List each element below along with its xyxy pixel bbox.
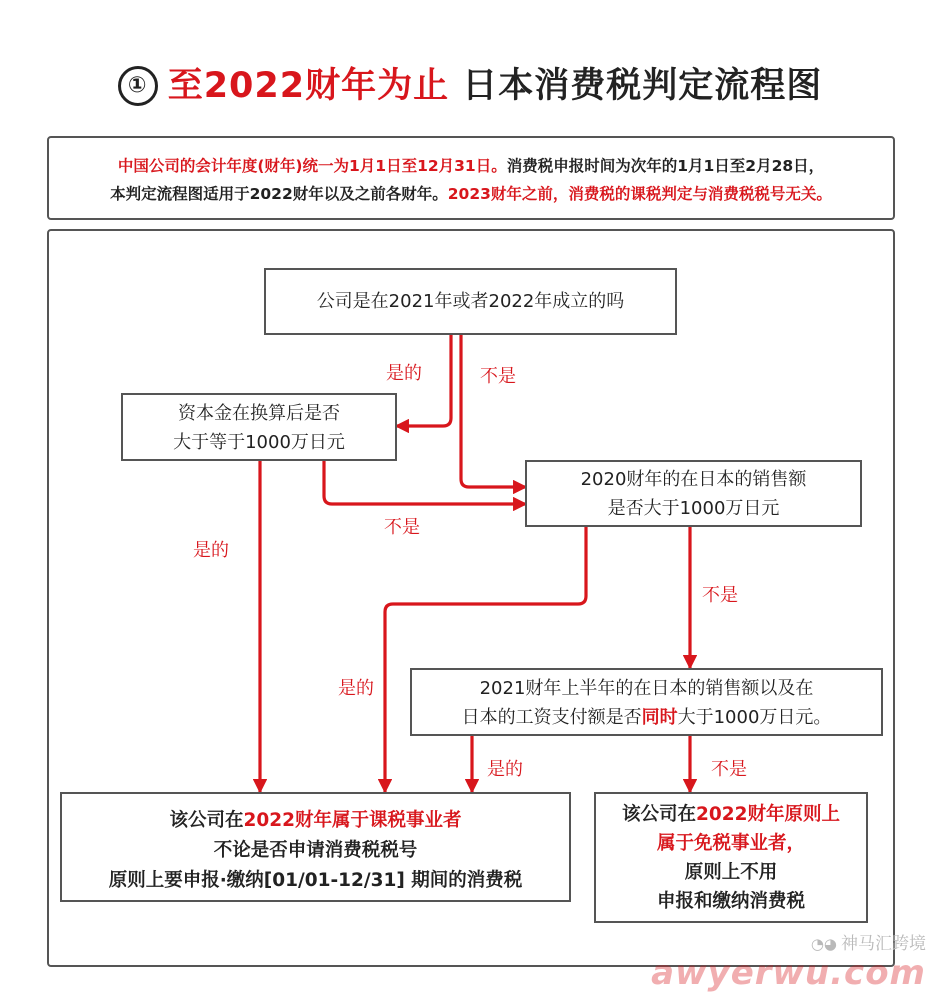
- question-2020-sales-line1: 2020财年的在日本的销售额: [580, 469, 807, 490]
- note-line2-red: 2023财年之前，消费税的课税判定与消费税税号无关。: [447, 185, 832, 203]
- question-capital-line2: 大于等于1000万日元: [173, 432, 345, 453]
- q4-line2-part-a: 日本的工资支付额是否: [461, 707, 642, 728]
- label-yes-q3: 是的: [338, 678, 374, 699]
- q4-line2-highlight: 同时: [641, 707, 678, 728]
- question-2020-sales: [525, 460, 862, 527]
- title-rest: 日本消费税判定流程图: [462, 66, 823, 106]
- r2-line1-part-a: 该公司在: [621, 804, 696, 825]
- circled-number: ①: [118, 66, 158, 106]
- result-taxable-line2: 不论是否申请消费税税号: [213, 840, 418, 861]
- label-no-q4: 不是: [711, 759, 747, 780]
- note-line1-red: 中国公司的会计年度(财年)统一为1月1日至12月31日。: [117, 157, 507, 175]
- label-no-q1: 不是: [480, 366, 516, 387]
- result-exempt-line2: 属于免税事业者，: [656, 833, 805, 854]
- question-capital-line1: 资本金在换算后是否: [178, 403, 340, 424]
- label-no-q2: 不是: [384, 517, 420, 538]
- label-yes-q4: 是的: [487, 759, 523, 780]
- watermark-brand: [651, 929, 926, 954]
- note-line2-black: 本判定流程图适用于2022财年以及之前各财年。: [110, 185, 448, 203]
- result-exempt-line1: [596, 800, 866, 829]
- watermark-brand-text: 神马汇跨境: [841, 934, 926, 954]
- title-highlight: 至2022财年为止: [167, 66, 450, 106]
- r2-line1-highlight: 2022财年原则上: [696, 804, 840, 825]
- label-yes-q1: 是的: [386, 363, 422, 384]
- arrow-q2-no: [324, 461, 526, 504]
- result-exempt-line4: 申报和缴纳消费税: [656, 891, 805, 912]
- result-exempt-line3: 原则上不用: [684, 862, 778, 883]
- question-capital: [121, 393, 397, 461]
- label-yes-q2: 是的: [193, 540, 229, 561]
- question-2020-sales-line2: 是否大于1000万日元: [607, 498, 780, 519]
- question-founded-year: [264, 268, 677, 335]
- watermark: [651, 929, 926, 992]
- question-2021-half-sales-line1: 2021财年上半年的在日本的销售额以及在: [479, 678, 814, 699]
- r1-line1-highlight: 2022财年属于课税事业者: [243, 810, 462, 831]
- question-2021-half-sales-line2: [412, 703, 881, 732]
- result-exempt: [594, 792, 868, 923]
- note-line1-black: 消费税申报时间为次年的1月1日至2月28日，: [506, 157, 825, 175]
- result-taxable-line1: [62, 806, 569, 836]
- question-founded-year-text: 公司是在2021年或者2022年成立的吗: [316, 291, 625, 312]
- r1-line1-part-a: 该公司在: [169, 810, 244, 831]
- result-taxable-line3: 原则上要申报·缴纳[01/01-12/31] 期间的消费税: [108, 870, 523, 891]
- watermark-domain: awyerwu.com: [651, 953, 926, 993]
- arrow-q1-no: [461, 335, 526, 487]
- wechat-icon: ◔◕: [810, 935, 837, 953]
- arrow-q3-yes: [385, 527, 586, 792]
- result-taxable: [60, 792, 571, 902]
- q4-line2-part-c: 大于1000万日元。: [677, 707, 832, 728]
- question-2021-half-sales: [410, 668, 883, 736]
- label-no-q3: 不是: [702, 585, 738, 606]
